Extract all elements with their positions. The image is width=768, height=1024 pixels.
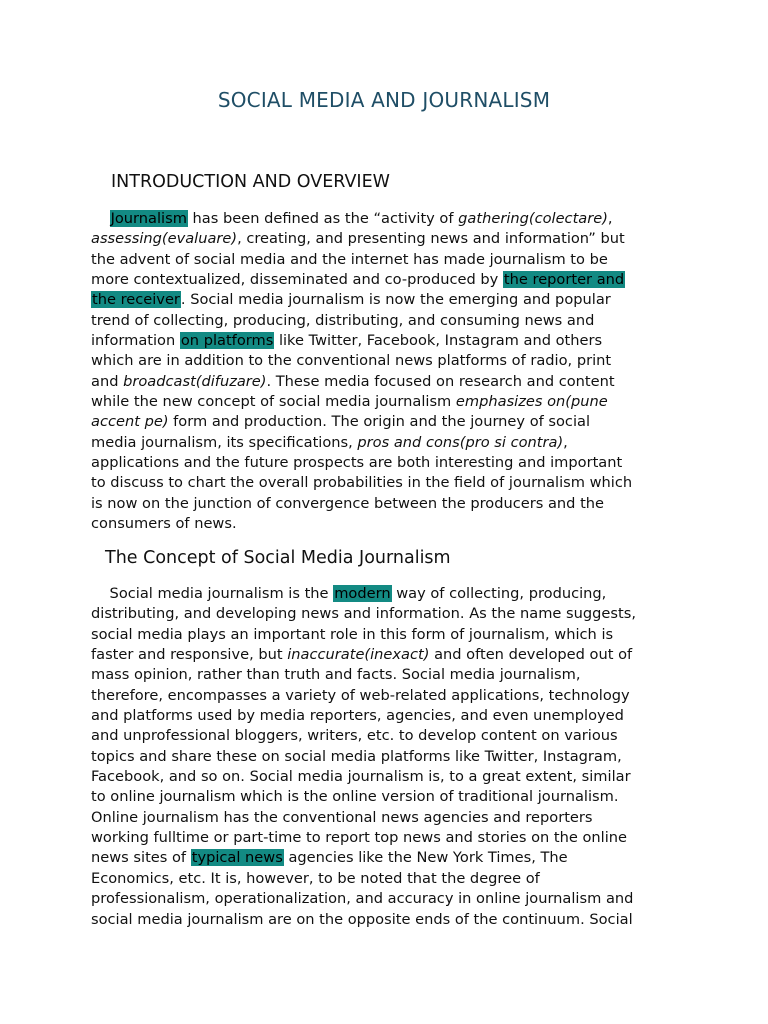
text-line bbox=[91, 747, 691, 767]
text-line bbox=[91, 473, 691, 493]
text-run: and bbox=[91, 372, 124, 390]
text-run bbox=[91, 210, 110, 227]
text-run: has been defined as the “activity of bbox=[187, 210, 459, 227]
text-line bbox=[91, 889, 691, 909]
italic-text: accent pe) bbox=[91, 413, 169, 431]
text-run: Facebook, and so on. Social media journalism is, to a great extent, similar bbox=[91, 768, 631, 786]
text-run: distributing, and developing news and information. As the name suggests, bbox=[91, 605, 636, 623]
intro-heading: INTRODUCTION AND OVERVIEW bbox=[111, 172, 390, 192]
text-run: , bbox=[563, 433, 568, 451]
text-run: , bbox=[607, 210, 613, 227]
text-run: the advent of social media and the internet has made journalism to be bbox=[91, 250, 608, 268]
highlighted-text: on platforms bbox=[180, 332, 274, 350]
text-line bbox=[91, 828, 691, 848]
text-run: to online journalism which is the online version of traditional journalism. bbox=[91, 788, 619, 806]
text-run: . Social media journalism is now the emerging and popular bbox=[180, 291, 611, 309]
document-title: SOCIAL MEDIA AND JOURNALISM bbox=[217, 88, 551, 112]
text-line bbox=[91, 848, 691, 868]
text-run: mass opinion, rather than truth and facts. Social media journalism, bbox=[91, 666, 581, 684]
text-run: consumers of news. bbox=[91, 515, 237, 533]
text-line bbox=[91, 351, 691, 371]
text-line bbox=[91, 270, 691, 290]
text-line bbox=[91, 494, 691, 514]
text-line bbox=[91, 331, 691, 351]
text-line bbox=[91, 290, 691, 310]
text-run: and often developed out of bbox=[429, 646, 633, 664]
highlighted-text: Journalism bbox=[110, 210, 187, 227]
text-run: trend of collecting, producing, distributing, and consuming news and bbox=[91, 311, 595, 329]
text-line bbox=[91, 869, 691, 889]
text-line bbox=[91, 604, 691, 624]
text-line bbox=[91, 808, 691, 828]
highlighted-text: typical news bbox=[191, 849, 283, 867]
text-line bbox=[91, 311, 691, 331]
highlighted-text: the receiver bbox=[92, 291, 180, 309]
text-run: faster and responsive, but bbox=[91, 646, 288, 664]
text-line bbox=[91, 453, 691, 473]
highlighted-text: modern bbox=[334, 585, 391, 602]
text-run: agencies like the New York Times, The bbox=[283, 849, 568, 867]
text-run: to discuss to chart the overall probabilities in the field of journalism which bbox=[91, 474, 633, 492]
text-run: social media plays an important role in this form of journalism, which is bbox=[91, 625, 614, 643]
text-run: , creating, and presenting news and information” but bbox=[237, 230, 625, 248]
text-line bbox=[91, 665, 691, 685]
text-run: way of collecting, producing, bbox=[391, 585, 607, 602]
concept-heading: The Concept of Social Media Journalism bbox=[105, 548, 451, 568]
text-line bbox=[91, 625, 691, 645]
italic-text: broadcast(difuzare) bbox=[123, 372, 267, 390]
highlighted-text: the reporter and bbox=[503, 271, 625, 289]
text-run: and platforms used by media reporters, agencies, and even unemployed bbox=[91, 707, 624, 725]
text-line bbox=[91, 787, 691, 807]
text-run: while the new concept of social media journalism bbox=[91, 393, 456, 411]
text-line bbox=[91, 910, 691, 930]
text-line bbox=[91, 584, 691, 604]
text-run: applications and the future prospects are both interesting and important bbox=[91, 454, 623, 472]
text-run: form and production. The origin and the journey of social bbox=[168, 413, 591, 431]
text-line bbox=[91, 392, 691, 412]
text-run: topics and share these on social media platforms like Twitter, Instagram, bbox=[91, 747, 622, 765]
text-run: and unprofessional bloggers, writers, etc. to develop content on various bbox=[91, 727, 618, 745]
text-line bbox=[91, 514, 691, 534]
text-line bbox=[91, 229, 691, 249]
concept-paragraph bbox=[91, 584, 691, 930]
text-run: Social media journalism is the bbox=[91, 585, 334, 602]
text-run: like Twitter, Facebook, Instagram and others bbox=[274, 332, 603, 350]
text-run: professionalism, operationalization, and accuracy in online journalism and bbox=[91, 890, 634, 908]
text-run: therefore, encompasses a variety of web-related applications, technology bbox=[91, 686, 630, 704]
text-line bbox=[91, 706, 691, 726]
text-line bbox=[91, 645, 691, 665]
text-run: Online journalism has the conventional news agencies and reporters bbox=[91, 808, 593, 826]
text-line bbox=[91, 433, 691, 453]
text-run: is now on the junction of convergence between the producers and the bbox=[91, 494, 605, 512]
text-line bbox=[91, 686, 691, 706]
text-line bbox=[91, 372, 691, 392]
text-line bbox=[91, 250, 691, 270]
text-line bbox=[91, 726, 691, 746]
text-line bbox=[91, 412, 691, 432]
text-run: more contextualized, disseminated and co-produced by bbox=[91, 271, 503, 289]
italic-text: pros and cons(pro si contra) bbox=[357, 433, 564, 451]
text-line bbox=[91, 209, 691, 229]
text-run: . These media focused on research and content bbox=[266, 372, 615, 390]
text-run: information bbox=[91, 332, 180, 350]
italic-text: gathering(colectare) bbox=[458, 210, 608, 227]
text-run: media journalism, its specifications, bbox=[91, 433, 358, 451]
text-run: social media journalism are on the opposite ends of the continuum. Social bbox=[91, 910, 633, 928]
intro-paragraph bbox=[91, 209, 691, 535]
text-run: Economics, etc. It is, however, to be noted that the degree of bbox=[91, 869, 540, 887]
text-line bbox=[91, 767, 691, 787]
italic-text: assessing(evaluare) bbox=[91, 230, 238, 248]
italic-text: inaccurate(inexact) bbox=[287, 646, 430, 664]
text-run: news sites of bbox=[91, 849, 191, 867]
text-run: working fulltime or part-time to report top news and stories on the online bbox=[91, 829, 628, 847]
italic-text: emphasizes on(pune bbox=[455, 393, 608, 411]
text-run: which are in addition to the conventional news platforms of radio, print bbox=[91, 352, 612, 370]
